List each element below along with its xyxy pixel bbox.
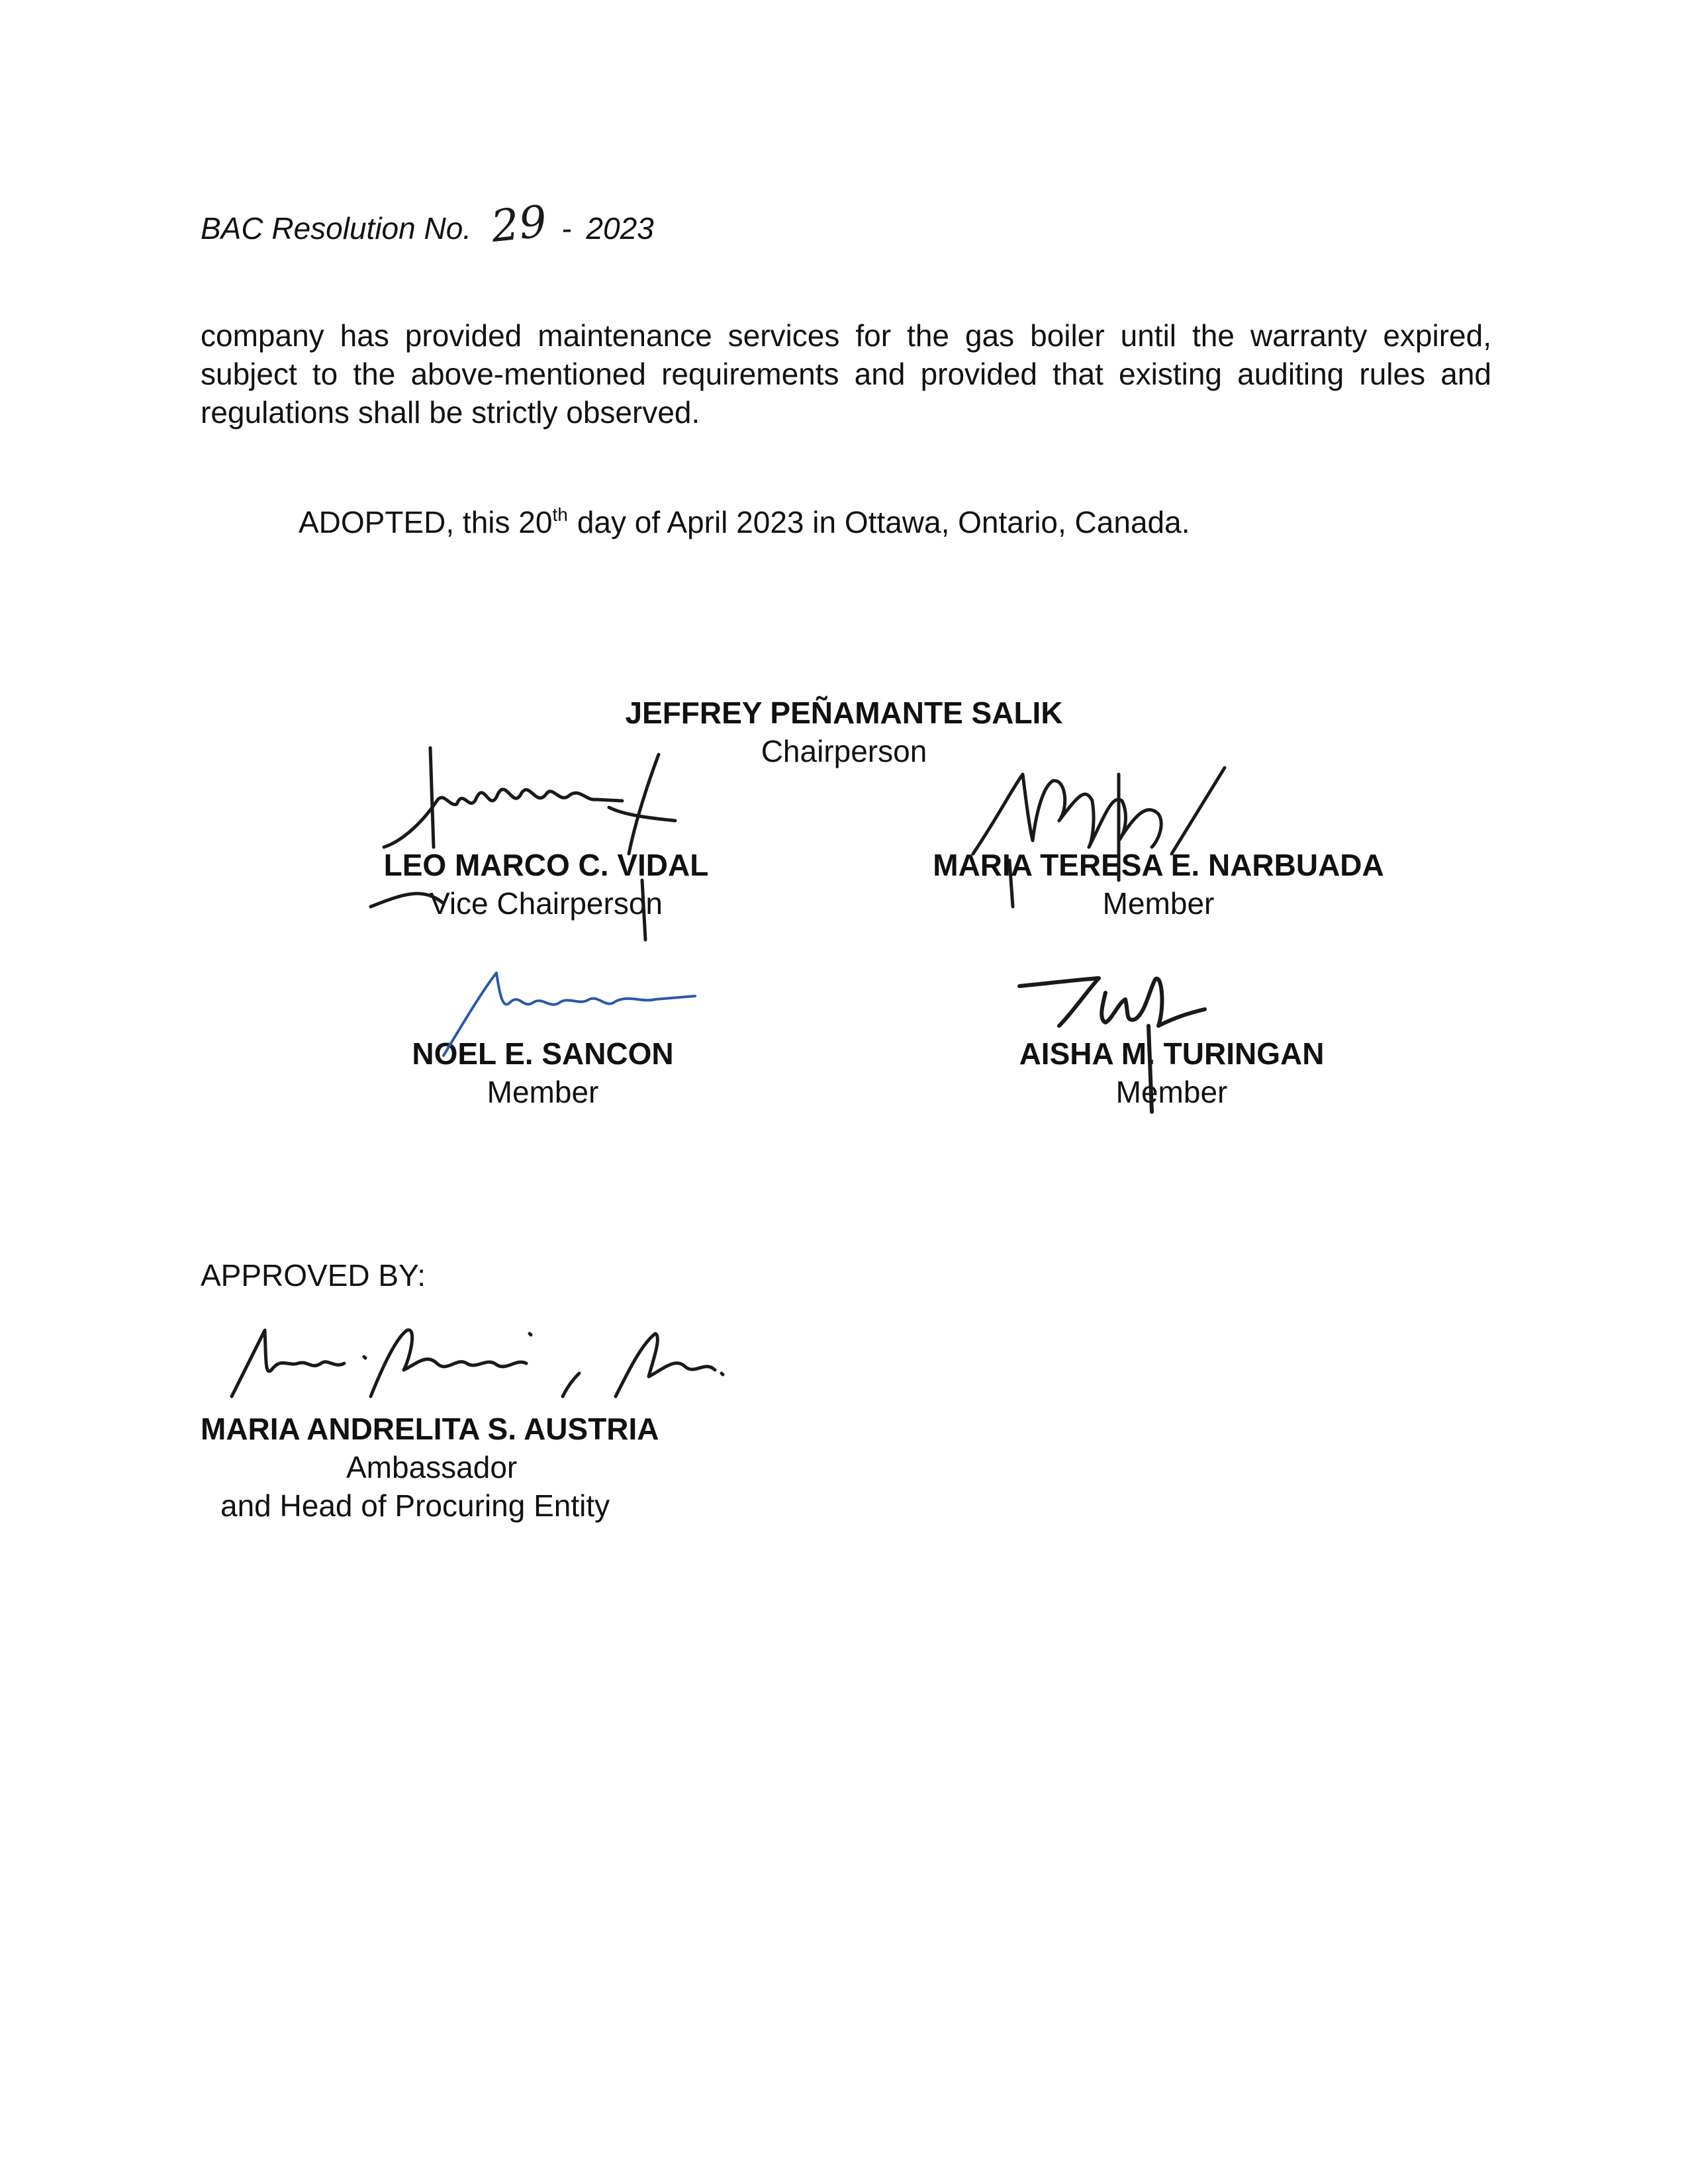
approver-name: MARIA ANDRELITA S. AUSTRIA [201,1412,659,1446]
resolution-prefix: BAC Resolution No. [201,211,472,246]
adopted-before: ADOPTED, this 20 [299,505,553,539]
body-paragraph: company has provided maintenance services for the gas boiler until the warranty expired, subject to the above-mentioned requirements and provided that existing auditing rules and regulations shall be strictly observed. [201,318,1491,430]
resolution-number: 29 [489,195,549,253]
member-sancon-name: NOEL E. SANCON [412,1036,674,1071]
approver-title-2: and Head of Procuring Entity [220,1488,610,1523]
member-narbuada-signature [960,748,1238,907]
approver-signature [218,1317,722,1410]
vice-chair-signature [344,741,715,940]
adopted-after: day of April 2023 in Ottawa, Ontario, Canada. [577,505,1190,539]
approver-block [201,1410,659,1525]
vice-chair-name: LEO MARCO C. VIDAL [383,848,709,882]
chairperson-title: Chairperson [761,734,927,768]
adopted-line [299,504,1190,540]
vice-chair-title: Vice Chairperson [429,886,663,921]
member-turingan-title: Member [1115,1075,1228,1109]
resolution-year: 2023 [586,211,654,246]
approved-by-label: APPROVED BY: [201,1258,426,1293]
resolution-dash: - [561,211,572,246]
member-narbuada-title: Member [1102,886,1215,921]
approver-title-1: Ambassador [346,1450,518,1484]
member-narbuada-name: MARIA TERESA E. NARBUADA [933,848,1384,882]
member-sancon-signature [437,963,702,1062]
member-turingan-name: AISHA M. TURINGAN [1019,1036,1325,1071]
chairperson-name: JEFFREY PEÑAMANTE SALIK [625,696,1063,730]
resolution-header [201,195,654,253]
adopted-ordinal: th [552,504,568,525]
member-turingan-signature [1013,953,1225,1118]
member-sancon-title: Member [487,1075,599,1109]
